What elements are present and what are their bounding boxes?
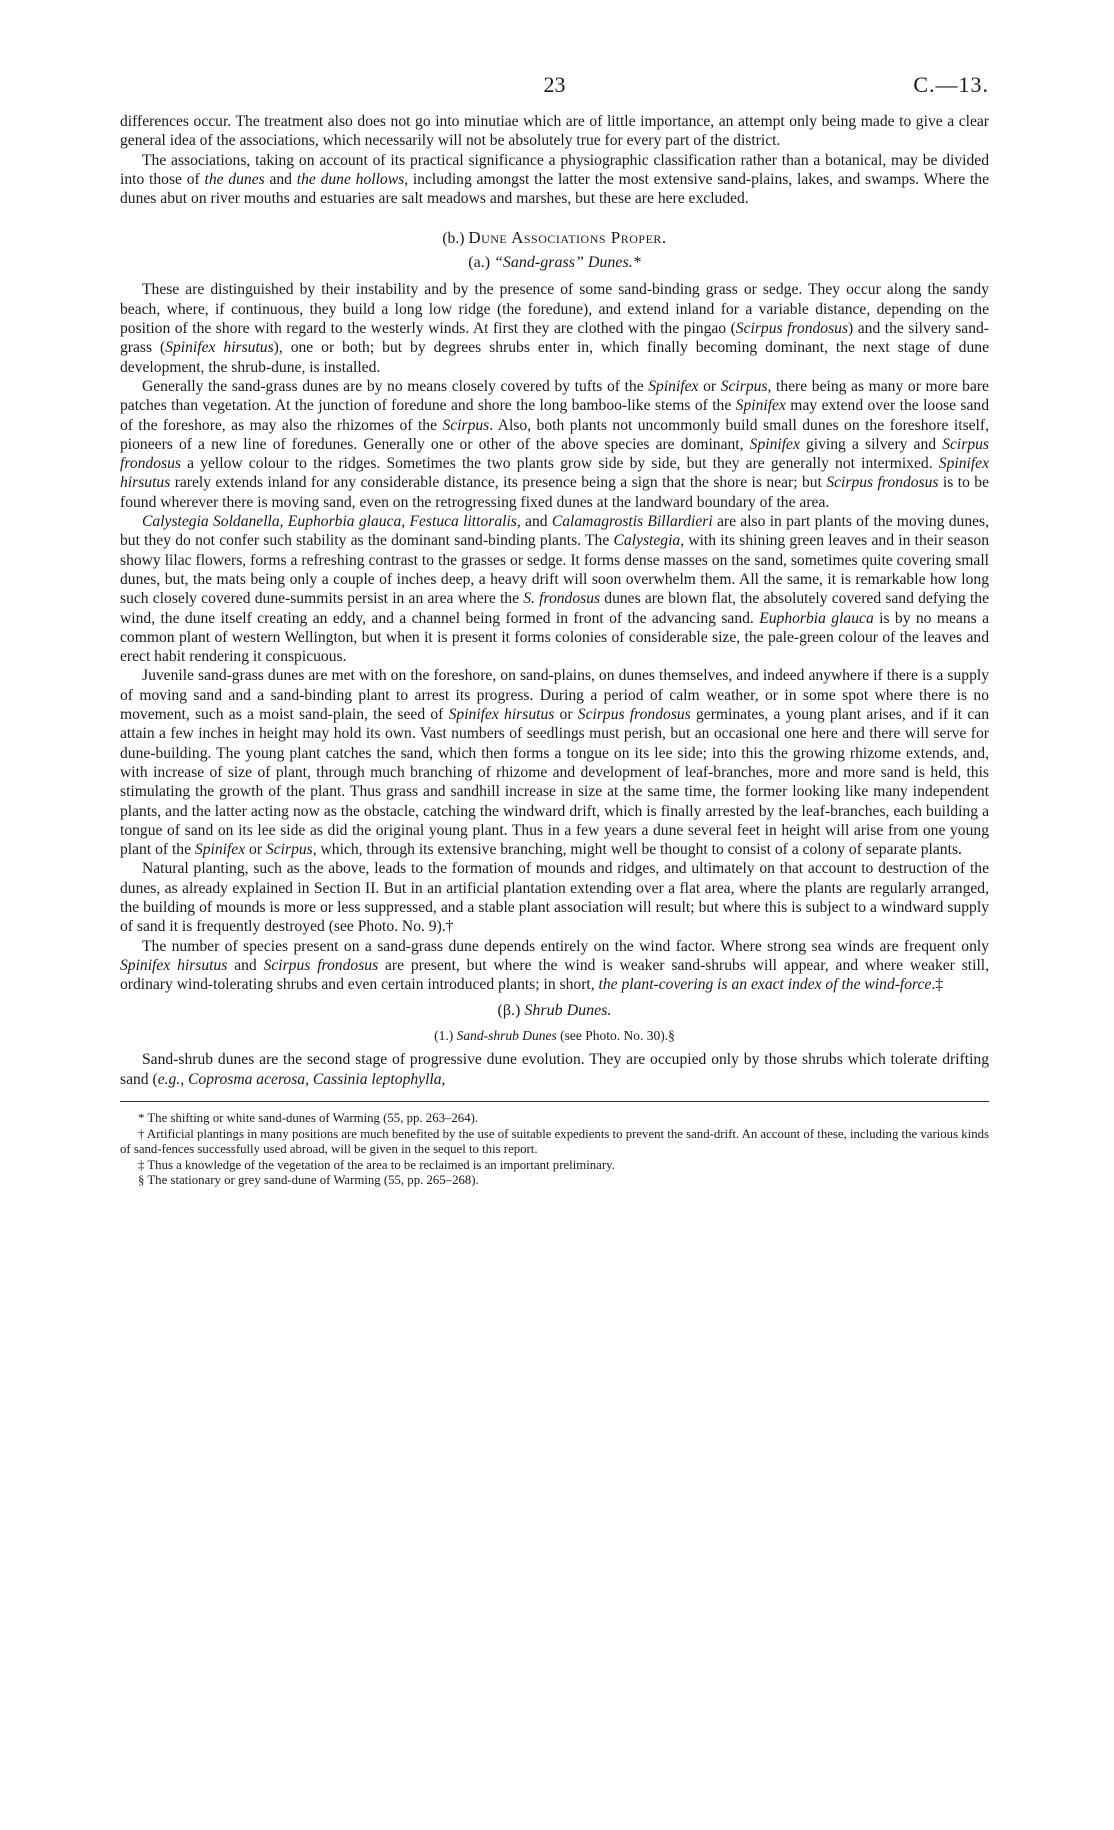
footnote-divider: [120, 1101, 989, 1102]
footnotes: [120, 1111, 989, 1189]
page-header: [120, 0, 989, 112]
paragraph-1: differences occur. The treatment also does not go into minutiae which are of little importance, an attempt only being made to give a clear general idea of the associations, which necessarily will not be absolutely true for every part of the district.: [120, 113, 989, 150]
paragraph-8: The number of species present on a sand-grass dune depends entirely on the wind factor. Where strong sea winds are frequent only Spinifex hirsutus and Scirpus frondosus are present, but where the wind is weaker sand-shrubs will appear, and where weaker still, ordinary wind-tolerating shrubs and even certain introduced plants; in short, the plant-covering is an exact index of the wind-force.‡: [120, 937, 990, 994]
paragraph-2: The associations, taking on account of its practical significance a physiographic classification rather than a botanical, may be divided into those of the dunes and the dune hollows, including amongst the latter the most extensive sand-plains, lakes, and swamps. Where the dunes abut on river mouths and estuaries are salt meadows and marshes, but these are here excluded.: [120, 151, 990, 208]
footnote-3: ‡ Thus a knowledge of the vegetation of the area to be reclaimed is an important preliminary.: [138, 1157, 615, 1172]
page-number: 23: [543, 72, 566, 97]
paragraph-4: Generally the sand-grass dunes are by no means closely covered by tufts of the Spinifex or Scirpus, there being as many or more bare patches than vegetation. At the junction of foredune and shore the long bamboo-like stems of the Spinifex may extend over the loose sand of the foreshore, as may also the rhizomes of the Scirpus. Also, both plants not uncommonly build small dunes on the foreshore itself, pioneers of a new line of foredunes. Generally one or other of the above species are dominant, Spinifex giving a silvery and Scirpus frondosus a yellow colour to the ridges. Sometimes the two plants grow side by side, but they are generally not intermixed. Spinifex hirsutus rarely extends inland for any considerable distance, its presence being a sign that the shore is near; but Scirpus frondosus is to be found wherever there is moving sand, even on the retrogressing fixed dunes at the landward boundary of the area.: [120, 377, 990, 511]
paragraph-7: Natural planting, such as the above, leads to the formation of mounds and ridges, and ultimately on that account to destruction of the dunes, as already explained in Section II. But in an artificial plantation extending over a flat area, where the plants are regularly arranged, the building of mounds is more or less suppressed, and a stable plant association will result; but where this is subject to a windward supply of sand it is frequently destroyed (see Photo. No. 9).†: [120, 860, 989, 936]
subsubsection-heading-1: (1.) Sand-shrub Dunes (see Photo. No. 30).§: [434, 1028, 675, 1044]
subsection-heading-a: (a.) “Sand-grass” Dunes.*: [468, 254, 641, 272]
footnote-4: § The stationary or grey sand-dune of Warming (55, pp. 265–268).: [138, 1173, 479, 1188]
subsection-heading-beta: (β.) Shrub Dunes.: [497, 1002, 612, 1020]
paragraph-9: Sand-shrub dunes are the second stage of progressive dune evolution. They are occupied only by those shrubs which tolerate drifting sand (e.g., Coprosma acerosa, Cassinia leptophylla,: [120, 1051, 989, 1088]
footnote-2: † Artificial plantings in many positions are much benefited by the use of suitable expedients to prevent the sand-drift. An account of these, including the various kinds of sand-fences successfully used abroad, will be given in the sequel to this report.: [120, 1126, 989, 1157]
paragraph-3: These are distinguished by their instability and by the presence of some sand-binding grass or sedge. They occur along the sandy beach, where, if continuous, they build a long low ridge (the foredune), and extend inland for a variable distance, depending on the position of the shore with regard to the westerly winds. At first they are clothed with the pingao (Scirpus frondosus) and the silvery sand-grass (Spinifex hirsutus), one or both; but by degrees shrubs enter in, which finally becoming dominant, the next stage of dune development, the shrub-dune, is installed.: [120, 281, 990, 376]
footnote-1: * The shifting or white sand-dunes of Warming (55, pp. 263–264).: [138, 1111, 479, 1126]
paragraph-5: Calystegia Soldanella, Euphorbia glauca, Festuca littoralis, and Calamagrostis Billardieri are also in part plants of the moving dunes, but they do not confer such stability as the dominant sand-binding plants. The Calystegia, with its shining green leaves and in their season showy lilac flowers, forms a refreshing contrast to the grasses or sedge. It forms dense masses on the sand, sometimes quite covering small dunes, but, the mats being only a couple of inches deep, a heavy drift will soon overwhelm them. All the same, it is remarkable how long such closely covered dune-summits persist in an area where the S. frondosus dunes are blown flat, the absolutely covered sand defying the wind, the dune itself creating an eddy, and a channel being formed in front of the advancing sand. Euphorbia glauca is by no means a common plant of western Wellington, but when it is present it forms colonies of considerable size, the pale-green colour of the leaves and erect habit rendering it conspicuous.: [120, 513, 990, 666]
section-heading-b: (b.) Dune Associations Proper.: [442, 228, 667, 248]
paragraph-6: Juvenile sand-grass dunes are met with on the foreshore, on sand-plains, on dunes themselves, and indeed anywhere if there is a supply of moving sand and a sand-binding plant to arrest its progress. During a period of calm weather, or in some spot where there is no movement, such as a moist sand-plain, the seed of Spinifex hirsutus or Scirpus frondosus germinates, a young plant arises, and if it can attain a few inches in height may hold its own. Vast numbers of seedlings must perish, but an occasional one here and there will serve for dune-building. The young plant catches the sand, which then forms a tongue on its lee side; into this the growing rhizome extends, and, with increase of size of plant, through much branching of rhizome and development of leaf-branches, more and more sand is held, this stimulating the growth of the plant. Thus grass and sandhill increase in size at the same time, the former looking like many independent plants, and the latter acting now as the obstacle, catching the windward drift, which is finally arrested by the leaf-branches, each building a tongue of sand on its lee side as did the original young plant. Thus in a few years a dune several feet in height will arise from one young plant of the Spinifex or Scirpus, which, through its extensive branching, might well be thought to consist of a colony of separate plants.: [120, 667, 990, 859]
series-code: C.—13.: [913, 72, 989, 97]
